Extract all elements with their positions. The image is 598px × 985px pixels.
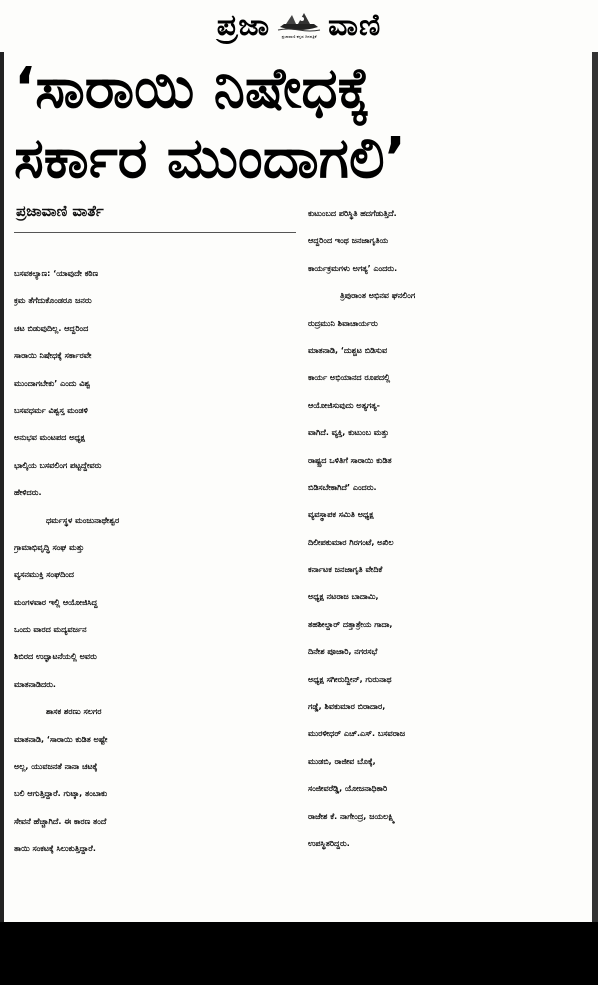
article-line: ಕಾರ್ಯಕ್ರಮಗಳು ಅಗತ್ಯ’ ಎಂದರು.	[308, 263, 398, 273]
article-line: ಬಸವಕಲ್ಯಾಣ: ‘ಯಾವುದೇ ಕಠಿಣ	[14, 269, 99, 278]
masthead-tagline: ಪ್ರಜಾವಾಣಿ ಕನ್ನಡ ದಿನಪತ್ರಿಕೆ	[281, 34, 317, 39]
article-line: ಬಲಿ ಆಗುತ್ತಿದ್ದಾರೆ. ಗುಟ್ಕಾ, ತಂಬಾಕು	[14, 789, 108, 799]
article-line: ಒಂದು ವಾರದ ಮದ್ಯವರ್ಜನ	[14, 625, 87, 635]
masthead-name-right: ವಾಣಿ	[328, 7, 382, 43]
right-border-rule	[592, 52, 598, 922]
masthead	[0, 0, 598, 50]
article-line: ಭಾಲ್ಕಿಯ ಬಸವಲಿಂಗ ಪಟ್ಟದ್ದೇವರು	[14, 460, 102, 470]
article-line: ಚಟ ಬಿಡುವುದಿಲ್ಲ. ಆದ್ದರಿಂದ	[14, 323, 89, 333]
article-line: ಅನುಭವ ಮಂಟಪದ ಅಧ್ಯಕ್ಷ	[14, 433, 85, 443]
masthead-emblem	[276, 11, 322, 39]
article-line: ಅಲ್ಲ, ಯುವಜನತೆ ನಾನಾ ಚಟಕ್ಕೆ	[14, 762, 98, 772]
masthead-name-left: ಪ್ರಜಾ	[216, 7, 271, 43]
article-line: ಮುರಳೀಧರ್ ಎಚ್.ಎಸ್. ಬಸವರಾಜ	[308, 729, 406, 739]
article-line: ಅಧ್ಯಕ್ಷ ಸಗೀರುದ್ದೀನ್, ಗುರುನಾಥ	[308, 674, 392, 684]
article-line: ಅಧ್ಯಕ್ಷ ನಟರಾಜ ಬಾದಾಮಿ,	[308, 592, 379, 602]
article-line: ಆದ್ದರಿಂದ ಇಂಥ ಜನಜಾಗೃತಿಯ	[308, 236, 389, 246]
article-line: ವಾಗಿದೆ. ವ್ಯಕ್ತಿ, ಕುಟುಂಬ ಮತ್ತು	[308, 428, 389, 438]
article-line: ಧರ್ಮಸ್ಥಳ ಮಂಜುನಾಥೇಶ್ವರ	[46, 515, 120, 525]
article-line: ಸೇವನೆ ಹೆಚ್ಚಾಗಿದೆ. ಈ ಕಾರಣ ತಂದೆ	[14, 816, 107, 826]
article-line: ರುದ್ರಮುನಿ ಶಿವಾಚಾರ್ಯರು	[308, 318, 378, 328]
article-column-right	[308, 200, 588, 857]
byline: ಪ್ರಜಾವಾಣಿ ವಾರ್ತೆ	[16, 202, 104, 220]
article-column-left	[14, 260, 299, 863]
article-line: ಮಾತನಾಡಿ, ‘ದುಶ್ಚಟ ಬಿಡಿಸುವ	[308, 345, 388, 355]
article-line: ಬಸವಧರ್ಮ ವಿಶ್ವಸ್ತ ಮಂಡಳಿ	[14, 405, 88, 415]
article-line: ತಾಯಿ ಸಂಕಟಕ್ಕೆ ಸಿಲುಕುತ್ತಿದ್ದಾರೆ.	[14, 844, 96, 854]
article-line: ಆಯೋಜಿಸುವುದು ಅತ್ಯಗತ್ಯ-	[308, 400, 380, 410]
article-line: ತ್ರಿಪುರಾಂತ ಅಭಿನವ ಘನಲಿಂಗ	[340, 291, 416, 301]
article-line: ದಿನೇಶ ಪೂಜಾರಿ, ನಗರಸಭೆ	[308, 647, 378, 657]
article-line: ತಹಶೀಲ್ದಾರ್ ದತ್ತಾತ್ರೇಯ ಗಾದಾ,	[308, 619, 393, 629]
headline-line-1: ‘ಸಾರಾಯಿ ನಿಷೇಧಕ್ಕೆ	[14, 56, 371, 121]
article-line: ವ್ಯಸನಮುಕ್ತಿ ಸಂಘದಿಂದ	[14, 570, 74, 580]
article-line: ಮಾತನಾಡಿ, ‘ಸಾರಾಯಿ ಕುಡಿತ ಅಷ್ಟೇ	[14, 734, 108, 744]
article-line: ಸಾರಾಯಿ ನಿಷೇಧಕ್ಕೆ ಸರ್ಕಾರವೇ	[14, 351, 92, 361]
article-line: ಶಾಸಕ ಶರಣು ಸಲಗರ	[46, 707, 102, 717]
article-line: ಕಾರ್ಯ ಅಭಿಯಾನದ ರೂಪದಲ್ಲಿ	[308, 373, 391, 383]
boat-emblem-icon	[276, 11, 322, 33]
headline	[14, 54, 584, 194]
article-line: ಸಂಜೀವರೆಡ್ಡಿ, ಯೋಜನಾಧಿಕಾರಿ	[308, 784, 388, 794]
article-line: ಉಪಸ್ಥಿತರಿದ್ದರು.	[308, 838, 350, 848]
article-line: ದಿಲೀಪಕುಮಾರ ಗಿರಗಂಟೆ, ಅಖಿಲ	[308, 537, 394, 547]
article-line: ಗಡ್ಡೆ, ಶಿವಕುಮಾರ ಬಿರಾದಾರ,	[308, 702, 386, 712]
article-line: ಶಿಬಿರದ ಉದ್ಘಾಟನೆಯಲ್ಲಿ ಅವರು	[14, 652, 97, 662]
article-line: ಕ್ರಮ ತೆಗೆದುಕೊಂಡರೂ ಜನರು	[14, 296, 92, 306]
left-border-rule	[0, 52, 4, 922]
article-line: ಬಿಡಿಸಬೇಕಾಗಿದೆ’ ಎಂದರು.	[308, 482, 377, 492]
byline-rule	[14, 232, 296, 233]
article-line: ಗ್ರಾಮಾಭಿವೃದ್ಧಿ ಸಂಘ ಮತ್ತು	[14, 542, 85, 552]
article-line: ರಾಷ್ಟ್ರದ ಒಳಿತಿಗೆ ಸಾರಾಯಿ ಕುಡಿತ	[308, 455, 392, 465]
article-line: ಮುಡಬಿ, ರಾಜೀವ ಬೊಕ್ಕೆ,	[308, 756, 376, 766]
article-line: ರಾಜೇಶ ಕೆ. ನಾಗೇಂದ್ರ, ಜಯಲಕ್ಷ್ಮಿ	[308, 811, 395, 821]
article-line: ಕುಟುಂಬದ ಪರಿಸ್ಥಿತಿ ಹದಗೆಡುತ್ತಿದೆ.	[308, 209, 397, 218]
article-line: ಮಂಗಳವಾರ ಇಲ್ಲಿ ಆಯೋಜಿಸಿದ್ದ	[14, 597, 98, 607]
article-line: ಮಾತನಾಡಿದರು.	[14, 679, 56, 689]
article-line: ಹೇಳಿದರು.	[14, 488, 42, 498]
headline-line-2: ಸರ್ಕಾರ ಮುಂದಾಗಲಿ’	[14, 126, 406, 191]
article-line: ಮುಂದಾಗಬೇಕು’ ಎಂದು ವಿಶ್ವ	[14, 378, 91, 388]
article-line: ವ್ಯವಸ್ಥಾಪಕ ಸಮಿತಿ ಅಧ್ಯಕ್ಷ	[308, 510, 374, 520]
article-line: ಕರ್ನಾಟಕ ಜನಜಾಗೃತಿ ವೇದಿಕೆ	[308, 565, 383, 575]
